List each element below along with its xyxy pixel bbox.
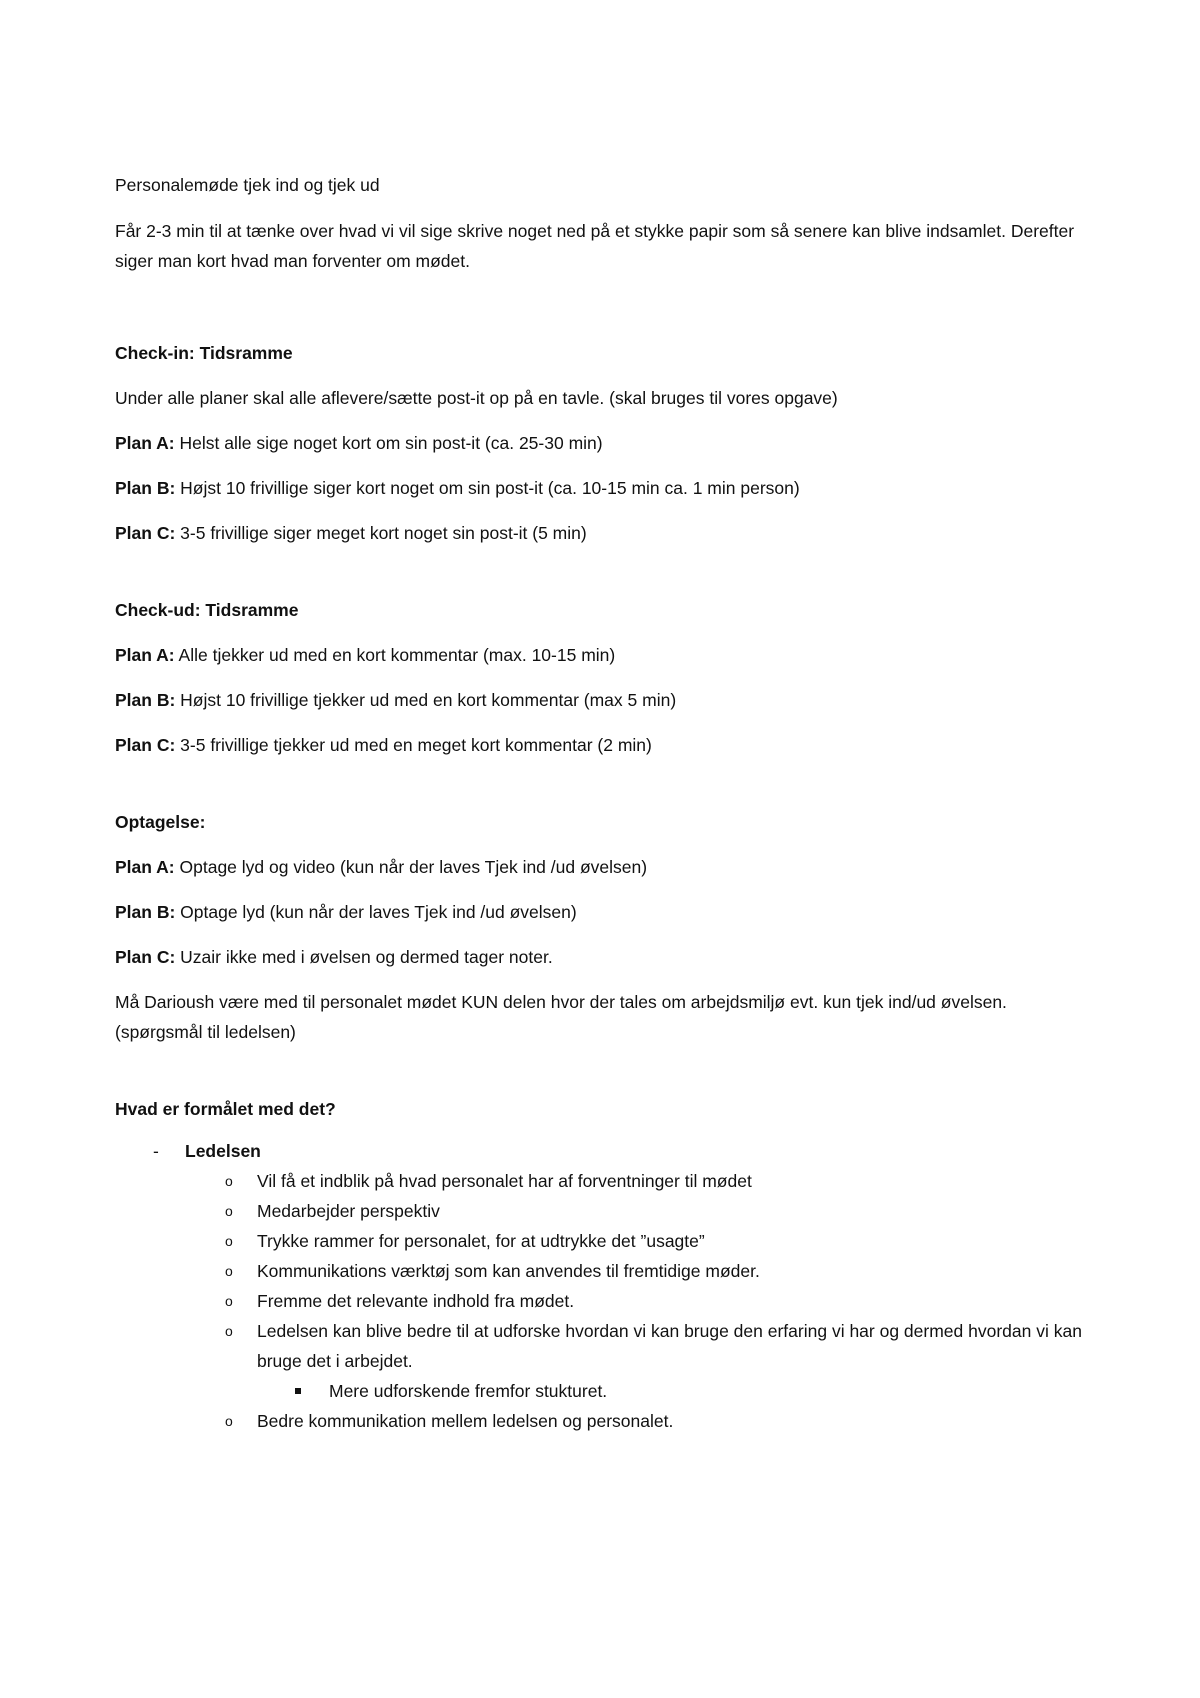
plan-text: 3-5 frivillige siger meget kort noget sin post-it (5 min) [175,523,587,543]
plan-label: Plan A: [115,857,175,877]
list-item [185,1406,1095,1436]
circle-bullet: o [225,1263,233,1279]
checkin-plan-b [115,473,1095,503]
list-item-text: Ledelsen kan blive bedre til at udforske hvordan vi kan bruge den erfaring vi har og dermed hvordan vi kan bruge det i arbejdet. [257,1321,1082,1371]
plan-label: Plan A: [115,645,175,665]
circle-bullet: o [225,1293,233,1309]
purpose-subitems [257,1376,1095,1406]
list-item-text: Bedre kommunikation mellem ledelsen og personalet. [257,1411,674,1431]
recording-plan-b [115,897,1095,927]
checkout-plan-a [115,640,1095,670]
sub-list-item [257,1376,1095,1406]
plan-text: 3-5 frivillige tjekker ud med en meget kort kommentar (2 min) [175,735,652,755]
list-item [185,1166,1095,1196]
list-item [185,1256,1095,1286]
list-item [185,1316,1095,1406]
recording-heading: Optagelse: [115,812,206,832]
plan-text: Alle tjekker ud med en kort kommentar (max. 10-15 min) [174,645,616,665]
circle-bullet: o [225,1413,233,1429]
list-item-text: Fremme det relevante indhold fra mødet. [257,1291,575,1311]
plan-text: Højst 10 frivillige tjekker ud med en kort kommentar (max 5 min) [175,690,677,710]
checkin-heading: Check-in: Tidsramme [115,343,293,363]
list-item [185,1196,1095,1226]
plan-label: Plan C: [115,523,176,543]
list-item-text: Vil få et indblik på hvad personalet har af forventninger til mødet [257,1171,752,1191]
checkout-plan-c [115,730,1095,760]
checkin-plan-c [115,518,1095,548]
square-bullet-icon [295,1388,301,1394]
dash-bullet: - [153,1141,159,1161]
checkin-note: Under alle planer skal alle aflevere/sætte post-it op på en tavle. (skal bruges til vores opgave) [115,388,838,408]
checkout-plan-b [115,685,1095,715]
plan-label: Plan B: [115,690,176,710]
plan-label: Plan B: [115,478,176,498]
checkout-heading: Check-ud: Tidsramme [115,600,299,620]
document-body [115,170,1095,1436]
recording-plan-c [115,942,1095,972]
plan-label: Plan C: [115,947,176,967]
plan-text: Optage lyd og video (kun når der laves Tjek ind /ud øvelsen) [174,857,648,877]
plan-label: Plan B: [115,902,176,922]
circle-bullet: o [225,1173,233,1189]
list-item-text: Medarbejder perspektiv [257,1201,440,1221]
purpose-heading: Hvad er formålet med det? [115,1099,336,1119]
plan-text: Uzair ikke med i øvelsen og dermed tager noter. [175,947,553,967]
plan-text: Optage lyd (kun når der laves Tjek ind /ud øvelsen) [175,902,577,922]
checkin-plan-a [115,428,1095,458]
circle-bullet: o [225,1233,233,1249]
circle-bullet: o [225,1323,233,1339]
list-item [185,1286,1095,1316]
plan-label: Plan A: [115,433,175,453]
plan-text: Helst alle sige noget kort om sin post-it (ca. 25-30 min) [174,433,603,453]
purpose-group-label: Ledelsen [185,1141,261,1161]
recording-plan-a [115,852,1095,882]
purpose-items [185,1166,1095,1436]
plan-label: Plan C: [115,735,176,755]
intro-paragraph: Får 2-3 min til at tænke over hvad vi vil sige skrive noget ned på et stykke papir som så senere kan blive indsamlet. Derefter siger man kort hvad man forventer om mødet. [115,221,1075,271]
list-item-text: Trykke rammer for personalet, for at udtrykke det ”usagte” [257,1231,705,1251]
purpose-list [115,1136,1095,1436]
list-item [185,1226,1095,1256]
recording-note: Må Darioush være med til personalet mødet KUN delen hvor der tales om arbejdsmiljø evt. kun tjek ind/ud øvelsen. (spørgsmål til ledelsen) [115,992,1007,1042]
circle-bullet: o [225,1203,233,1219]
document-title: Personalemøde tjek ind og tjek ud [115,175,380,195]
plan-text: Højst 10 frivillige siger kort noget om sin post-it (ca. 10-15 min ca. 1 min person) [175,478,800,498]
list-item-text: Kommunikations værktøj som kan anvendes til fremtidige møder. [257,1261,760,1281]
sub-list-item-text: Mere udforskende fremfor stukturet. [329,1381,608,1401]
